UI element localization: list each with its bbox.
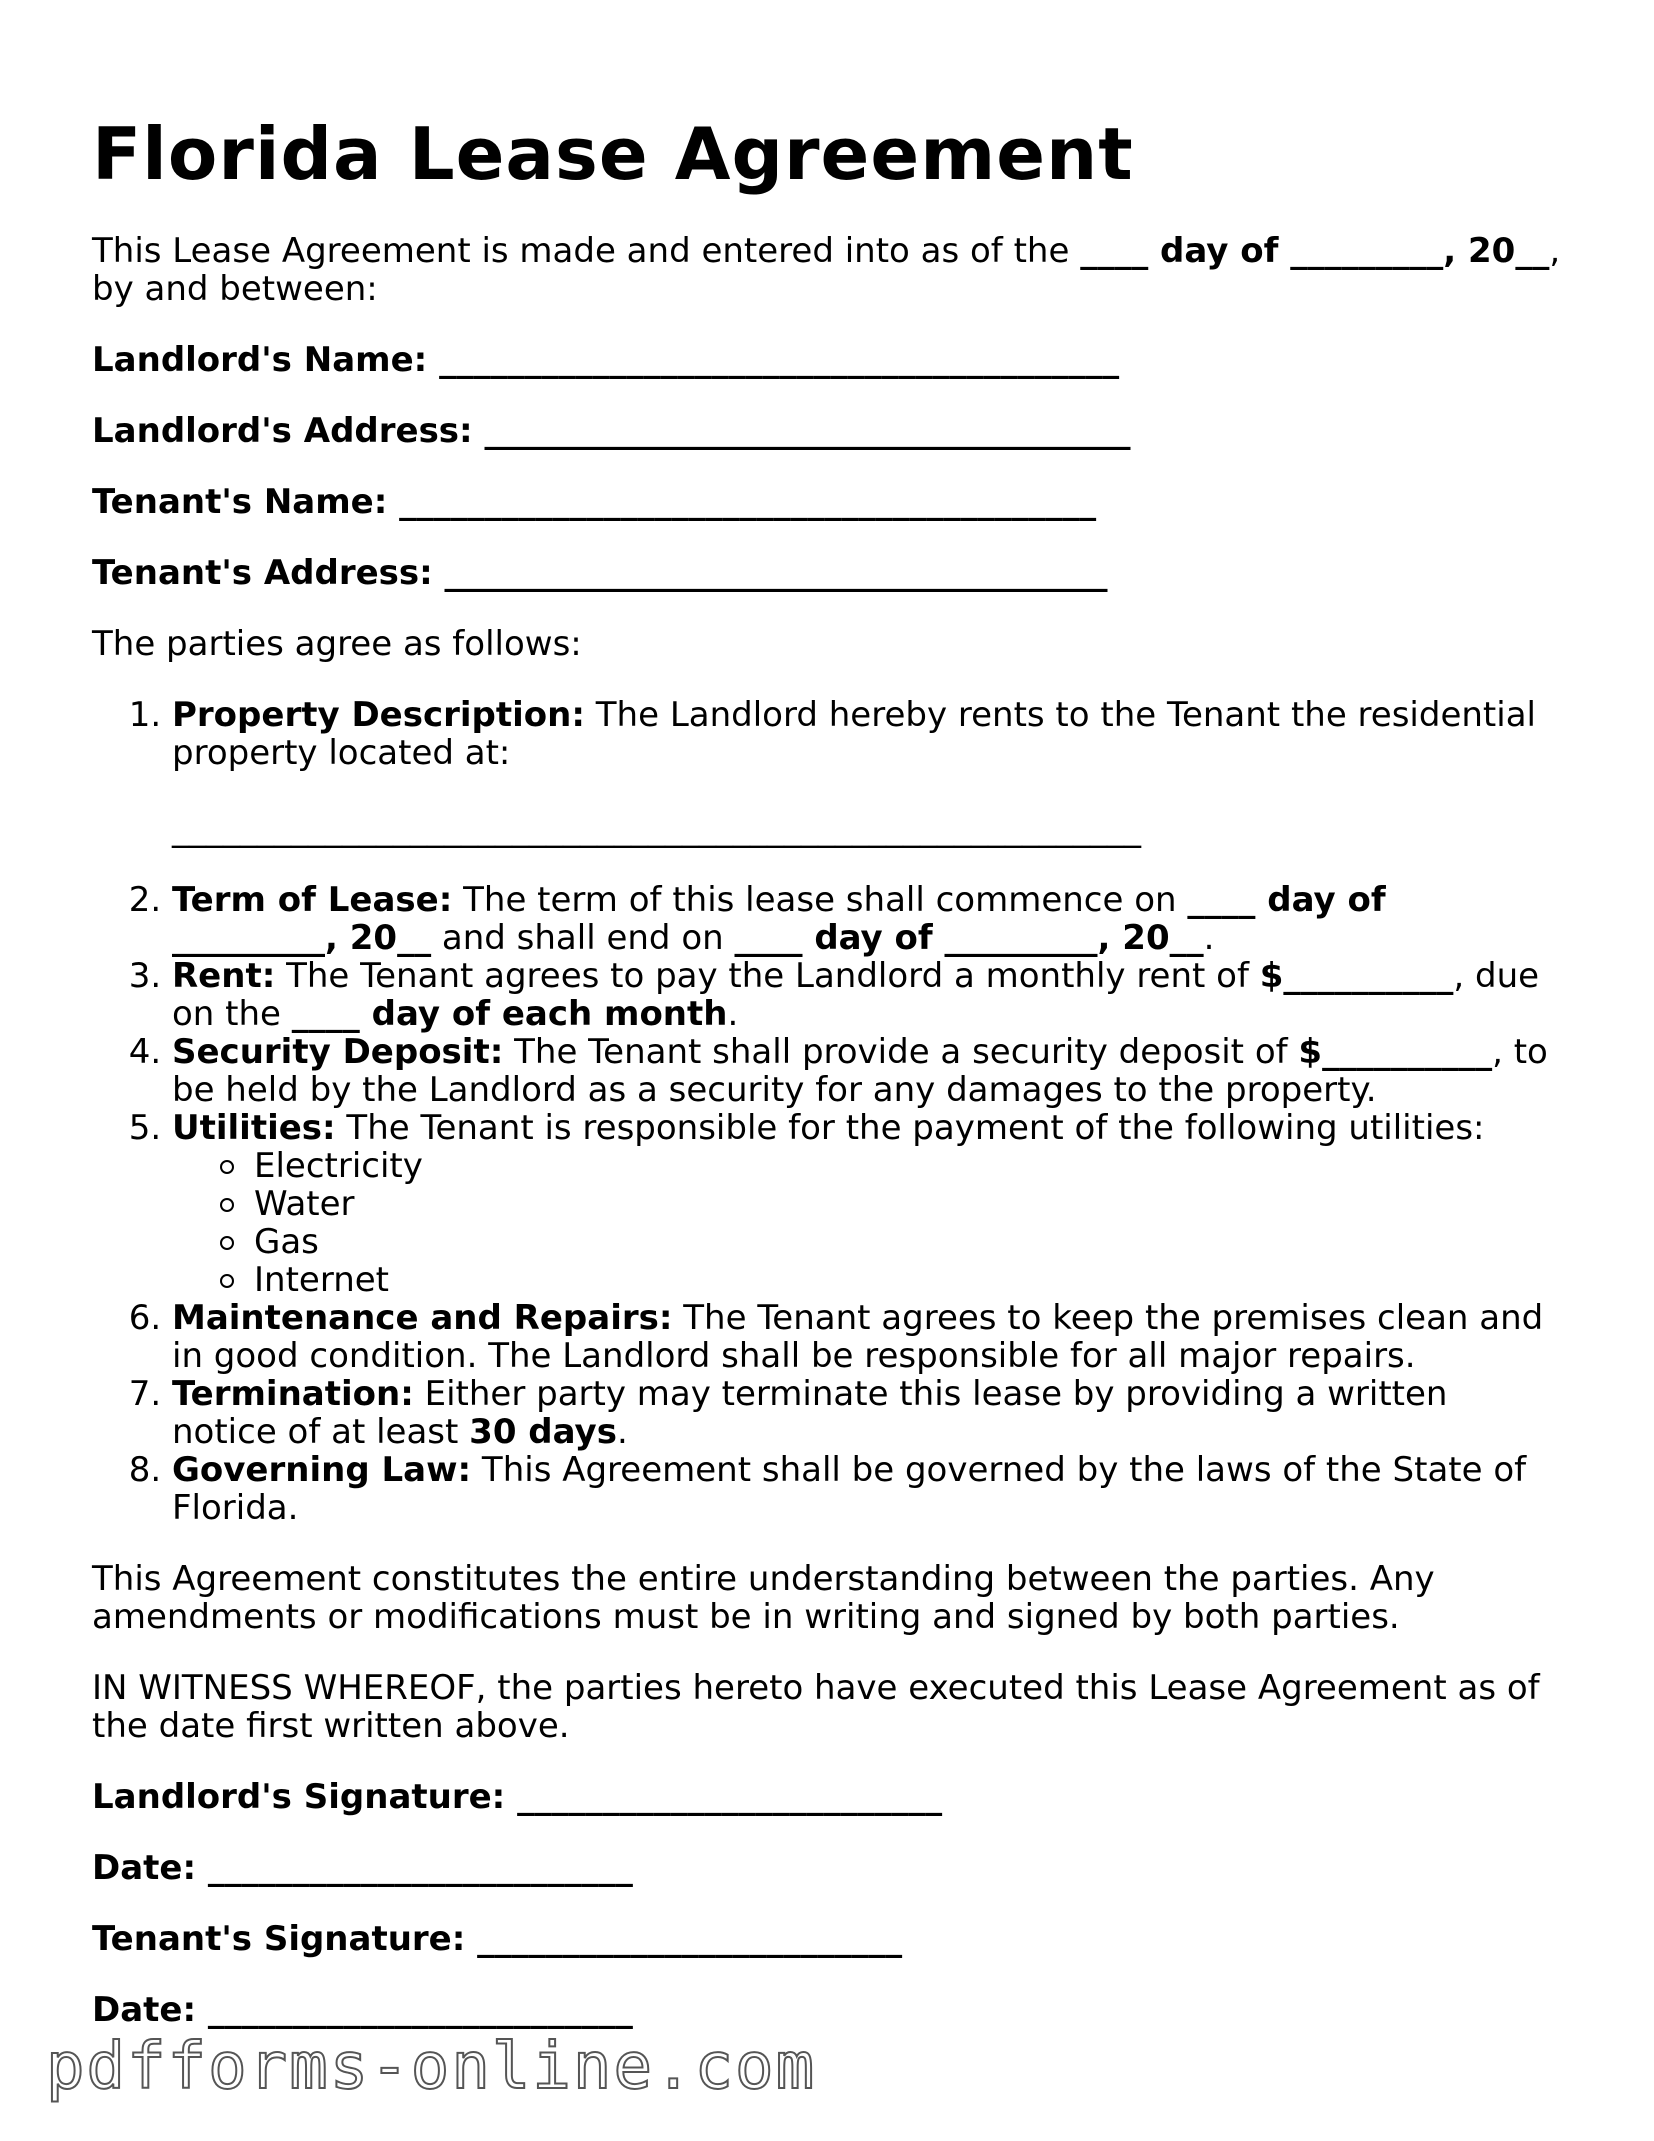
term-title: Utilities: <box>172 1108 336 1148</box>
terms-list <box>92 696 1562 1527</box>
term-text: This Agreement shall be governed by the laws of the State of Florida. <box>172 1450 1527 1528</box>
term-title: Property Description: <box>172 695 585 735</box>
field-blank[interactable]: ______________________________________ <box>472 411 1131 451</box>
term-text: The Tenant shall provide a security deposit of <box>503 1032 1299 1072</box>
term-text: , due on the <box>172 956 1540 1034</box>
landlord-date-field[interactable] <box>92 1849 1562 1887</box>
tenant-address-field[interactable] <box>92 554 1562 592</box>
landlord-address-field[interactable] <box>92 412 1562 450</box>
term-text: The Tenant agrees to keep the premises clean and in good condition. The Landlord shall be responsible for all major repairs. <box>172 1298 1544 1376</box>
term-text: The Tenant agrees to pay the Landlord a monthly rent of <box>275 956 1260 996</box>
field-blank[interactable]: _________________________ <box>465 1919 903 1959</box>
term-lease-term <box>172 881 1562 957</box>
term-utilities <box>172 1109 1562 1299</box>
lease-document <box>92 112 1562 2062</box>
intro-text-after: , by and between: <box>92 231 1561 309</box>
intro-text-before: This Lease Agreement is made and entered into as of the <box>92 231 1081 271</box>
field-blank[interactable]: _______________________________________ <box>432 553 1108 593</box>
term-text: . <box>727 994 739 1034</box>
field-label: Landlord's Address: <box>92 411 473 451</box>
closing-paragraph-witness: IN WITNESS WHEREOF, the parties hereto have executed this Lease Agreement as of the date first written above. <box>92 1668 1540 1746</box>
utility-item: Water <box>254 1185 1562 1223</box>
term-text: , to be held by the Landlord as a security for any damages to the property. <box>172 1032 1548 1110</box>
utilities-list <box>172 1147 1562 1299</box>
landlord-name-field[interactable] <box>92 341 1562 379</box>
term-text: . <box>616 1412 628 1452</box>
field-label: Date: <box>92 1848 197 1888</box>
tenant-date-field[interactable] <box>92 1991 1562 2029</box>
term-title: Term of Lease: <box>172 880 453 920</box>
field-label: Landlord's Signature: <box>92 1777 506 1817</box>
field-label: Tenant's Address: <box>92 553 433 593</box>
rent-amount-blank[interactable]: $__________ <box>1259 956 1454 996</box>
agree-text: The parties agree as follows: <box>92 624 582 664</box>
term-rent <box>172 957 1562 1033</box>
tenant-signature-field[interactable] <box>92 1920 1562 1958</box>
term-maintenance <box>172 1299 1562 1375</box>
closing-paragraph-entire-agreement: This Agreement constitutes the entire understanding between the parties. Any amendments or modifications must be in writing and signed by both parties. <box>92 1559 1435 1637</box>
term-text: . <box>1203 918 1215 958</box>
field-blank[interactable]: _________________________ <box>196 1848 633 1888</box>
field-blank[interactable]: _________________________ <box>505 1777 943 1817</box>
document-title: Florida Lease Agreement <box>92 112 1134 196</box>
term-property-description <box>172 696 1562 848</box>
term-title: Rent: <box>172 956 276 996</box>
term-title: Security Deposit: <box>172 1032 504 1072</box>
term-text: Either party may terminate this lease by providing a written notice of at least <box>172 1374 1448 1452</box>
term-governing-law <box>172 1451 1562 1527</box>
end-date-blank[interactable]: ____ day of _________, 20__ <box>734 918 1204 958</box>
rent-due-day-blank[interactable]: ____ day of each month <box>291 994 728 1034</box>
intro-paragraph <box>92 232 1562 308</box>
field-blank[interactable]: _________________________ <box>196 1990 633 2030</box>
property-address-blank[interactable]: _________________________________________________________ <box>172 809 1141 849</box>
notice-period: 30 days <box>469 1412 617 1452</box>
start-date-blank[interactable]: ____ day of _________, 20__ <box>172 880 1386 958</box>
field-label: Tenant's Name: <box>92 482 388 522</box>
term-title: Maintenance and Repairs: <box>172 1298 673 1338</box>
term-title: Termination: <box>172 1374 414 1414</box>
utility-item: Electricity <box>254 1147 1562 1185</box>
field-blank[interactable]: _________________________________________ <box>387 482 1097 522</box>
term-security-deposit <box>172 1033 1562 1109</box>
utility-item: Internet <box>254 1261 1562 1299</box>
field-label: Date: <box>92 1990 197 2030</box>
term-title: Governing Law: <box>172 1450 472 1490</box>
term-termination <box>172 1375 1562 1451</box>
intro-date-blank[interactable]: ____ day of _________, 20__ <box>1080 231 1550 271</box>
watermark: pdfforms-online.com <box>46 2030 817 2104</box>
term-text: and shall end on <box>431 918 735 958</box>
term-text: The Tenant is responsible for the payment of the following utilities: <box>335 1108 1485 1148</box>
term-text: The Landlord hereby rents to the Tenant the residential property located at: <box>172 695 1536 773</box>
deposit-amount-blank[interactable]: $__________ <box>1298 1032 1493 1072</box>
landlord-signature-field[interactable] <box>92 1778 1562 1816</box>
term-text: The term of this lease shall commence on <box>452 880 1188 920</box>
field-blank[interactable]: ________________________________________ <box>427 340 1120 380</box>
tenant-name-field[interactable] <box>92 483 1562 521</box>
utility-item: Gas <box>254 1223 1562 1261</box>
field-label: Landlord's Name: <box>92 340 428 380</box>
field-label: Tenant's Signature: <box>92 1919 466 1959</box>
